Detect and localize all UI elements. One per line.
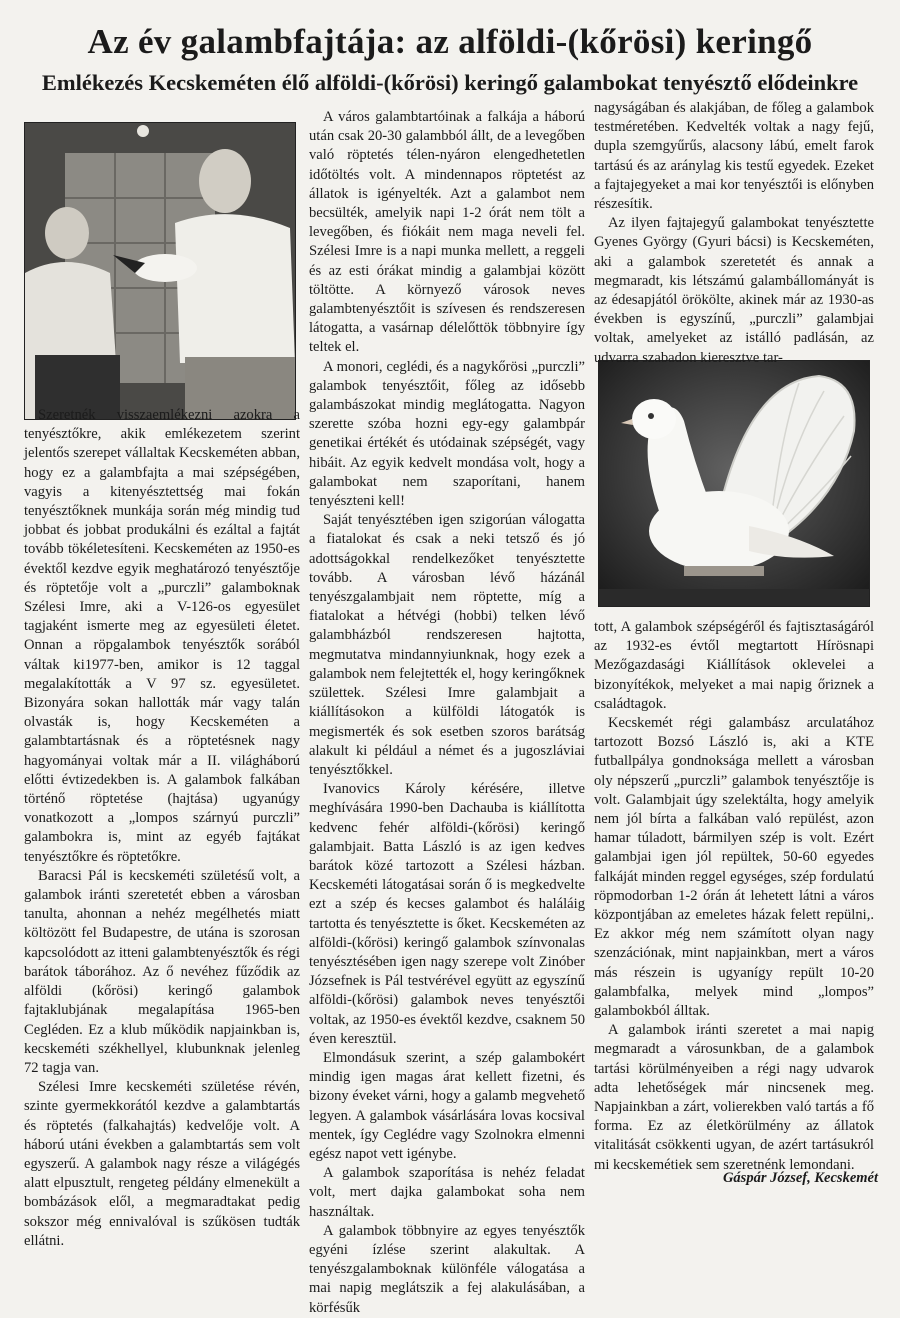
- paragraph: A galambok többnyire az egyes tenyésztők egyéni ízlése szerint alakultak. A tenyészgalamboknak különféle válogatása a mai napig meglátszik a fej alakulásában, a körfésűk: [309, 1222, 585, 1316]
- text-column-1: [24, 406, 300, 1251]
- paragraph: nagyságában és alakjában, de főleg a galambok testméretében. Kedvelték voltak a nagy fejű, dupla szemgyűrűs, alacsony lábú, emelt farok tartású és az aránylag kis testű egyedek. Ezeket a fajtajegyeket a mai kor tenyésztői is előnyben részesítik.: [594, 100, 874, 213]
- paragraph: A galambok iránti szeretet a mai napig megmaradt a városunkban, de a galambok tartási körülményeiben a régi nagy udvarok adta lehetőségek már nincsenek meg. Napjainkban a zárt, volierekben való tartás a fő forma. Ez az életkörülmény az állatok vitalitását csökkenti ugyan, de azért tartásukról mi kecskemétiek sem szeretnénk lemondani.: [594, 1022, 874, 1173]
- text-column-2: [309, 108, 585, 1318]
- article-title: Az év galambfajtája: az alföldi-(kőrösi) keringő: [87, 22, 813, 61]
- photo-two-men-holding-pigeon: [24, 122, 296, 420]
- paragraph: Saját tenyésztében igen szigorúan válogatta a fiatalokat és csak a neki tetsző és jó adottságokkal rendelkezőket tenyésztette tovább. A városban lévő házánál tenyészgalambjait nem röptette, míg a fiatalokat a hétvégi (hobbi) telken lévő galambházból rendszeresen hajtotta, megmutatva mindannyiunknak, hogy ezek a galambok nem felejtették el, hogy keringőknek születtek. Szélesi Imre galambjait a kiállításokon a külföldi látogatók is megismerték és sok esetben szoros barátság alakult ki például a német és a jugoszláviai tenyésztőkkel.: [309, 512, 585, 778]
- paragraph: Az ilyen fajtajegyű galambokat tenyésztette Gyenes György (Gyuri bácsi) is Kecskeméten, aki a galambok szeretetét és annak a megmaradt, kis létszámú galambállományát is az édesapjától örökölte, akinek már az 1930-as években is egyszínű, „purczli” galambjai voltak, amelyeket az istálló padlásán, az udvarra szabadon kieresztve tar-: [594, 215, 874, 366]
- paragraph: A monori, ceglédi, és a nagykőrösi „purczli” galambok tenyésztőit, főleg az idősebb galambászokat mindig meglátogatta. Nagyon szerette szóba hozni egy-egy galambpár genetikai értékét és utódainak szépségét, vagy hibáit. Az egyik kedvelt mondása volt, hogy a galambokat nem szaporítani, hanem tenyészteni kell!: [309, 358, 585, 510]
- paragraph: Elmondásuk szerint, a szép galambokért mindig igen magas árat kellett fizetni, és bizony éveket várni, hogy a galamb megvehető legyen. A galambok vásárlására lovas kocsival mentek, így Ceglédre vagy Szolnokra elmenni egész napot vett igénybe.: [309, 1049, 585, 1162]
- paragraph: tott, A galambok szépségéről és fajtisztaságáról az 1932-es évtől megtartott Hírösnapi Mezőgazdasági Kiállítások oklevelei a bizonyítékok, melyeket a mai napig őriznek a családtagok.: [594, 619, 874, 712]
- paragraph: A galambok szaporítása is nehéz feladat volt, mert dajka galambokat soha nem használtak.: [309, 1165, 585, 1220]
- paragraph: Szélesi Imre kecskeméti születése révén, szinte gyermekkorától kezdve a galambtartás és röptetés (falkahajtás) kedvelője volt. A háború utáni években a galambtartás sem volt egyszerű. A galambok nagy része a világégés alatt elpusztult, rengeteg példány elmenekült a bombázások elől, a megmaradtakat pedig sokszor még ennivalóval is szűkösen tudták ellátni.: [24, 1079, 300, 1249]
- paragraph: Szeretnék visszaemlékezni azokra a tenyésztőkre, akik emlékezetem szerint jelentős szerepet vállaltak Kecskeméten abban, hogy ez a galambfajta a mai szépségében, vagyis a kitenyésztettség mai fokán tenyésztőknek munkája során még mindig tud jobbat és jobbat produkálni és ezáltal a fajtát tovább tökéletesíteni. Kecskeméten az 1950-es évektől kezdve egyik meghatározó tenyésztője és röptetője volt a „purczli” galamboknak Szélesi Imre, aki a V-126-os egyesület tagjaként ismerte meg az egyesületi életet. Onnan a röpgalambok tenyésztők sorából váltak ki1977-ben, amikor is 12 taggal megalakították a V 97 sz. egyesületet. Bizonyára sokan hallották már vagy talán olvasták is, hogy Kecskeméten a galambtartásnak és a röptetésnek nagy hagyományai voltak már a II. világháború előtti évtizedekben is. A galambok falkában történő röptetése (hajtása) ugyanúgy vonatkozott a „lompos szárnyú purczli” galambokra is, mint az egyéb fajtákat tenyésztőkre és röptetőkre.: [24, 407, 300, 865]
- author-signature: Gáspár József, Kecskemét: [722, 1170, 878, 1186]
- paragraph: A város galambtartóinak a falkája a háború után csak 20-30 galambból állt, de a levegőben való röptetés télen-nyáron elengedhetetlen időtöltés volt. A mindennapos röptetést az állatok is igényelték. Azt a galambot nem becsülték, amelyik napi 1-2 órát nem tölt a levegőben, és fiókáit nem maga neveli fel. Szélesi Imre is a napi munka mellett, a reggeli és az esti órákat mindig a galambjai között töltötte. A környező városok neves galambtenyésztőit is szívesen és rendszeresen látogatta, a vasárnap délelőttök többnyire így teltek el.: [309, 109, 585, 356]
- paragraph: Ivanovics Károly kérésére, illetve meghívására 1990-ben Dachauba is kiállította kedvenc fehér alföldi-(kőrösi) keringő galambjait. Batta László is az igen kedves barátok közé tartozott a Szélesi házban. Kecskeméti látogatásai során ő is megkedvelte ezt a szép és kecses galambot és haláláig tartotta és tenyésztette is őket. Kecskeméten az alföldi-(kőrösi) keringő galambok színvonalas tenyésztésében igen nagy szerepe volt Zinóber Józsefnek is Pál testvérével együtt az egyszínű alföldi-(kőrösi) galambok neves tenyésztői voltak, az 1950-es évektől kezdve, csaknem 50 éven keresztül.: [309, 781, 585, 1047]
- paragraph: Baracsi Pál is kecskeméti születésű volt, a galambok iránti szeretetét ebben a városban tanulta, ahonnan a nehéz megélhetés miatt költözött fel Budapestre, de utána is szorosan kapcsolódott az itteni galambtenyésztők és régi barátok táborához. Az ő nevéhez fűződik az alföldi (kőrösi) keringő galambok fajtaklubjának megalapítása 1965-ben Cegléden. Ez a klub működik napjainkban is, kecskeméti székhellyel, klubunknak jelenleg 72 tagja van.: [24, 867, 300, 1076]
- text-column-3-bottom: [594, 618, 874, 1175]
- text-column-3-top: [594, 99, 874, 368]
- paragraph: Kecskemét régi galambász arculatához tartozott Bozsó László is, aki a KTE futballpálya gondnoksága mellett a városban oly népszerű „purczli” galambok tenyésztője is volt. Galambjait úgy szelektálta, hogy amelyik nem jól bírta a falkában való repülést, azon hamar túladott, bármilyen szép is volt. Ezért galambjai igen jól repültek, 50-60 egyedes falkáját minden reggel egységes, szép fordulatú röpmodorban 1-2 órán át lehetett látni a város központjában az emeletes házak felett repülni,. Ez akkor még nem számított olyan nagy szenzációnak, mint napjainkban, mert a város más részein is ugyanígy repült 10-20 galambfalka, melyek mind „lompos” galambokból álltak.: [594, 715, 874, 1020]
- photo-white-fantail-pigeon: [598, 360, 870, 607]
- people-photo-illustration: [25, 123, 295, 419]
- article-subtitle: Emlékezés Kecskeméten élő alföldi-(kőrösi) keringő galambokat tenyésztő elődeinkre: [41, 70, 859, 95]
- pigeon-photo-illustration: [599, 361, 869, 606]
